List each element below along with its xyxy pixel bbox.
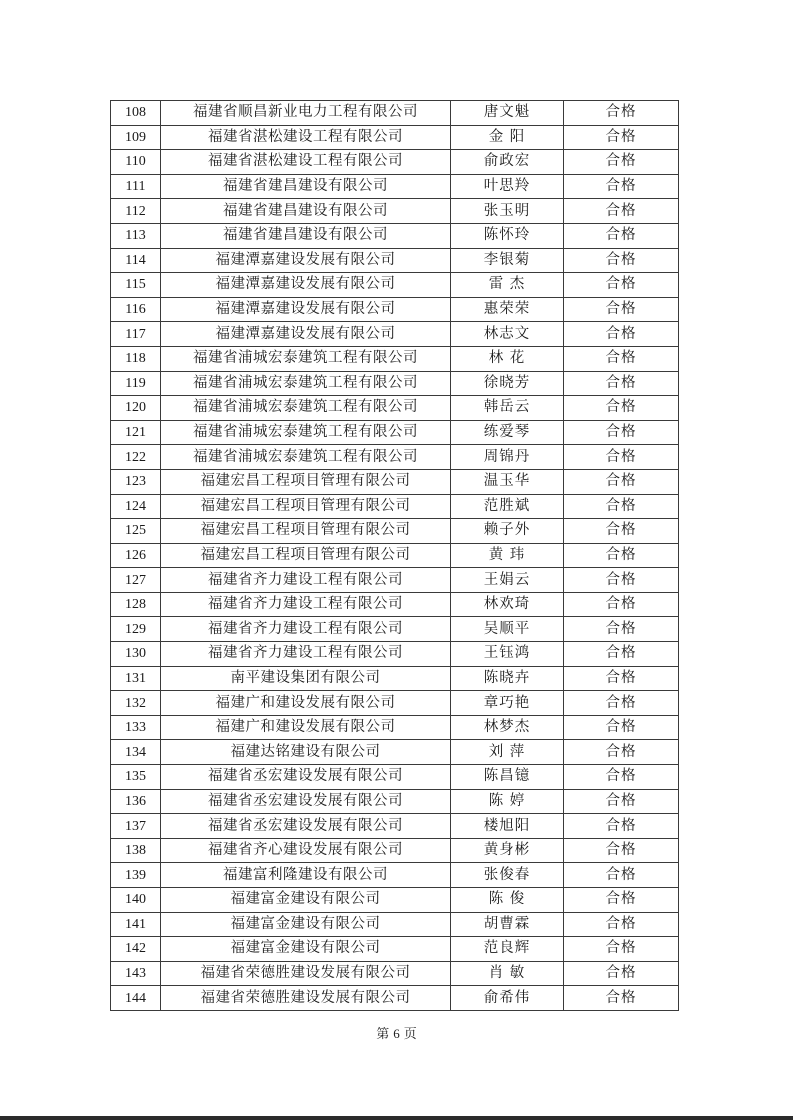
result-status: 合格: [564, 519, 679, 544]
table-row: [111, 494, 679, 519]
row-number: 116: [111, 297, 161, 322]
result-status: 合格: [564, 125, 679, 150]
company-name: 福建省齐力建设工程有限公司: [161, 642, 451, 667]
row-number: 132: [111, 691, 161, 716]
company-name: 福建省建昌建设有限公司: [161, 174, 451, 199]
person-name: 温玉华: [451, 469, 564, 494]
row-number: 120: [111, 396, 161, 421]
person-name: 肖 敏: [451, 961, 564, 986]
company-name: 福建省齐力建设工程有限公司: [161, 592, 451, 617]
row-number: 109: [111, 125, 161, 150]
person-name: 叶思羚: [451, 174, 564, 199]
table-row: [111, 174, 679, 199]
company-name: 福建广和建设发展有限公司: [161, 691, 451, 716]
row-number: 111: [111, 174, 161, 199]
table-row: [111, 297, 679, 322]
person-name: 楼旭阳: [451, 814, 564, 839]
person-name: 范胜斌: [451, 494, 564, 519]
row-number: 140: [111, 888, 161, 913]
person-name: 林 花: [451, 346, 564, 371]
company-name: 福建省丞宏建设发展有限公司: [161, 765, 451, 790]
person-name: 俞政宏: [451, 150, 564, 175]
row-number: 108: [111, 101, 161, 126]
result-status: 合格: [564, 322, 679, 347]
table-row: [111, 666, 679, 691]
company-name: 福建省丞宏建设发展有限公司: [161, 814, 451, 839]
row-number: 137: [111, 814, 161, 839]
row-number: 133: [111, 715, 161, 740]
table-row: [111, 346, 679, 371]
row-number: 118: [111, 346, 161, 371]
table-row: [111, 322, 679, 347]
table-row: [111, 519, 679, 544]
person-name: 刘 萍: [451, 740, 564, 765]
person-name: 赖子外: [451, 519, 564, 544]
company-name: 福建省浦城宏泰建筑工程有限公司: [161, 346, 451, 371]
company-name: 福建省浦城宏泰建筑工程有限公司: [161, 420, 451, 445]
person-name: 雷 杰: [451, 273, 564, 298]
result-status: 合格: [564, 445, 679, 470]
row-number: 110: [111, 150, 161, 175]
company-name: 福建达铭建设有限公司: [161, 740, 451, 765]
person-name: 韩岳云: [451, 396, 564, 421]
table-row: [111, 420, 679, 445]
row-number: 113: [111, 223, 161, 248]
company-name: 福建省丞宏建设发展有限公司: [161, 789, 451, 814]
row-number: 139: [111, 863, 161, 888]
results-table-body: [111, 101, 679, 1011]
table-row: [111, 273, 679, 298]
result-status: 合格: [564, 617, 679, 642]
table-row: [111, 863, 679, 888]
result-status: 合格: [564, 223, 679, 248]
company-name: 福建省浦城宏泰建筑工程有限公司: [161, 445, 451, 470]
person-name: 陈晓卉: [451, 666, 564, 691]
person-name: 李银菊: [451, 248, 564, 273]
person-name: 王娟云: [451, 568, 564, 593]
table-row: [111, 592, 679, 617]
company-name: 福建富金建设有限公司: [161, 888, 451, 913]
person-name: 林志文: [451, 322, 564, 347]
row-number: 138: [111, 838, 161, 863]
result-status: 合格: [564, 937, 679, 962]
result-status: 合格: [564, 174, 679, 199]
company-name: 南平建设集团有限公司: [161, 666, 451, 691]
company-name: 福建省荣德胜建设发展有限公司: [161, 986, 451, 1011]
result-status: 合格: [564, 814, 679, 839]
company-name: 福建省湛松建设工程有限公司: [161, 125, 451, 150]
person-name: 林欢琦: [451, 592, 564, 617]
row-number: 136: [111, 789, 161, 814]
person-name: 徐晓芳: [451, 371, 564, 396]
result-status: 合格: [564, 765, 679, 790]
person-name: 林梦杰: [451, 715, 564, 740]
company-name: 福建潭嘉建设发展有限公司: [161, 273, 451, 298]
page-footer: [0, 1023, 793, 1042]
row-number: 125: [111, 519, 161, 544]
company-name: 福建省建昌建设有限公司: [161, 223, 451, 248]
person-name: 金 阳: [451, 125, 564, 150]
table-row: [111, 715, 679, 740]
result-status: 合格: [564, 863, 679, 888]
company-name: 福建省荣德胜建设发展有限公司: [161, 961, 451, 986]
result-status: 合格: [564, 912, 679, 937]
row-number: 144: [111, 986, 161, 1011]
company-name: 福建省顺昌新业电力工程有限公司: [161, 101, 451, 126]
row-number: 131: [111, 666, 161, 691]
person-name: 唐文魁: [451, 101, 564, 126]
result-status: 合格: [564, 642, 679, 667]
person-name: 胡曹霖: [451, 912, 564, 937]
table-row: [111, 765, 679, 790]
company-name: 福建省浦城宏泰建筑工程有限公司: [161, 371, 451, 396]
person-name: 俞希伟: [451, 986, 564, 1011]
table-row: [111, 568, 679, 593]
table-row: [111, 543, 679, 568]
row-number: 124: [111, 494, 161, 519]
table-row: [111, 617, 679, 642]
table-row: [111, 912, 679, 937]
table-row: [111, 937, 679, 962]
table-row: [111, 223, 679, 248]
company-name: 福建宏昌工程项目管理有限公司: [161, 543, 451, 568]
row-number: 121: [111, 420, 161, 445]
table-row: [111, 691, 679, 716]
company-name: 福建富金建设有限公司: [161, 912, 451, 937]
result-status: 合格: [564, 150, 679, 175]
row-number: 126: [111, 543, 161, 568]
table-row: [111, 125, 679, 150]
row-number: 127: [111, 568, 161, 593]
table-row: [111, 445, 679, 470]
table-row: [111, 789, 679, 814]
row-number: 129: [111, 617, 161, 642]
result-status: 合格: [564, 888, 679, 913]
table-row: [111, 814, 679, 839]
result-status: 合格: [564, 691, 679, 716]
result-status: 合格: [564, 961, 679, 986]
row-number: 114: [111, 248, 161, 273]
table-row: [111, 469, 679, 494]
company-name: 福建省建昌建设有限公司: [161, 199, 451, 224]
result-status: 合格: [564, 666, 679, 691]
company-name: 福建潭嘉建设发展有限公司: [161, 322, 451, 347]
result-status: 合格: [564, 371, 679, 396]
person-name: 张俊春: [451, 863, 564, 888]
person-name: 张玉明: [451, 199, 564, 224]
row-number: 135: [111, 765, 161, 790]
results-table: [110, 100, 679, 1011]
result-status: 合格: [564, 715, 679, 740]
row-number: 117: [111, 322, 161, 347]
company-name: 福建富利隆建设有限公司: [161, 863, 451, 888]
table-row: [111, 199, 679, 224]
company-name: 福建富金建设有限公司: [161, 937, 451, 962]
company-name: 福建省湛松建设工程有限公司: [161, 150, 451, 175]
result-status: 合格: [564, 592, 679, 617]
result-status: 合格: [564, 838, 679, 863]
result-status: 合格: [564, 297, 679, 322]
person-name: 黄身彬: [451, 838, 564, 863]
result-status: 合格: [564, 494, 679, 519]
result-status: 合格: [564, 986, 679, 1011]
row-number: 119: [111, 371, 161, 396]
company-name: 福建宏昌工程项目管理有限公司: [161, 519, 451, 544]
row-number: 115: [111, 273, 161, 298]
table-row: [111, 986, 679, 1011]
table-row: [111, 248, 679, 273]
person-name: 章巧艳: [451, 691, 564, 716]
page-footer-suffix: 页: [403, 1027, 417, 1042]
result-status: 合格: [564, 248, 679, 273]
row-number: 128: [111, 592, 161, 617]
row-number: 122: [111, 445, 161, 470]
result-status: 合格: [564, 568, 679, 593]
row-number: 143: [111, 961, 161, 986]
row-number: 130: [111, 642, 161, 667]
company-name: 福建省齐力建设工程有限公司: [161, 568, 451, 593]
person-name: 练爱琴: [451, 420, 564, 445]
company-name: 福建宏昌工程项目管理有限公司: [161, 469, 451, 494]
table-row: [111, 838, 679, 863]
person-name: 黄 玮: [451, 543, 564, 568]
table-row: [111, 642, 679, 667]
table-row: [111, 961, 679, 986]
person-name: 陈怀玲: [451, 223, 564, 248]
result-status: 合格: [564, 420, 679, 445]
person-name: 周锦丹: [451, 445, 564, 470]
person-name: 范良辉: [451, 937, 564, 962]
person-name: 陈昌镱: [451, 765, 564, 790]
company-name: 福建省浦城宏泰建筑工程有限公司: [161, 396, 451, 421]
person-name: 陈 俊: [451, 888, 564, 913]
table-row: [111, 150, 679, 175]
page-number: 6: [393, 1026, 400, 1041]
table-row: [111, 371, 679, 396]
row-number: 141: [111, 912, 161, 937]
result-status: 合格: [564, 469, 679, 494]
result-status: 合格: [564, 273, 679, 298]
person-name: 吴顺平: [451, 617, 564, 642]
result-status: 合格: [564, 101, 679, 126]
company-name: 福建省齐心建设发展有限公司: [161, 838, 451, 863]
page-footer-prefix: 第: [376, 1027, 390, 1042]
row-number: 142: [111, 937, 161, 962]
result-status: 合格: [564, 740, 679, 765]
row-number: 134: [111, 740, 161, 765]
result-status: 合格: [564, 199, 679, 224]
result-status: 合格: [564, 789, 679, 814]
scan-bottom-edge: [0, 1116, 793, 1120]
row-number: 123: [111, 469, 161, 494]
company-name: 福建潭嘉建设发展有限公司: [161, 248, 451, 273]
table-row: [111, 888, 679, 913]
person-name: 王钰鸿: [451, 642, 564, 667]
table-row: [111, 101, 679, 126]
table-row: [111, 396, 679, 421]
result-status: 合格: [564, 543, 679, 568]
result-status: 合格: [564, 346, 679, 371]
company-name: 福建省齐力建设工程有限公司: [161, 617, 451, 642]
row-number: 112: [111, 199, 161, 224]
company-name: 福建宏昌工程项目管理有限公司: [161, 494, 451, 519]
company-name: 福建潭嘉建设发展有限公司: [161, 297, 451, 322]
person-name: 陈 婷: [451, 789, 564, 814]
person-name: 惠荣荣: [451, 297, 564, 322]
table-row: [111, 740, 679, 765]
company-name: 福建广和建设发展有限公司: [161, 715, 451, 740]
result-status: 合格: [564, 396, 679, 421]
